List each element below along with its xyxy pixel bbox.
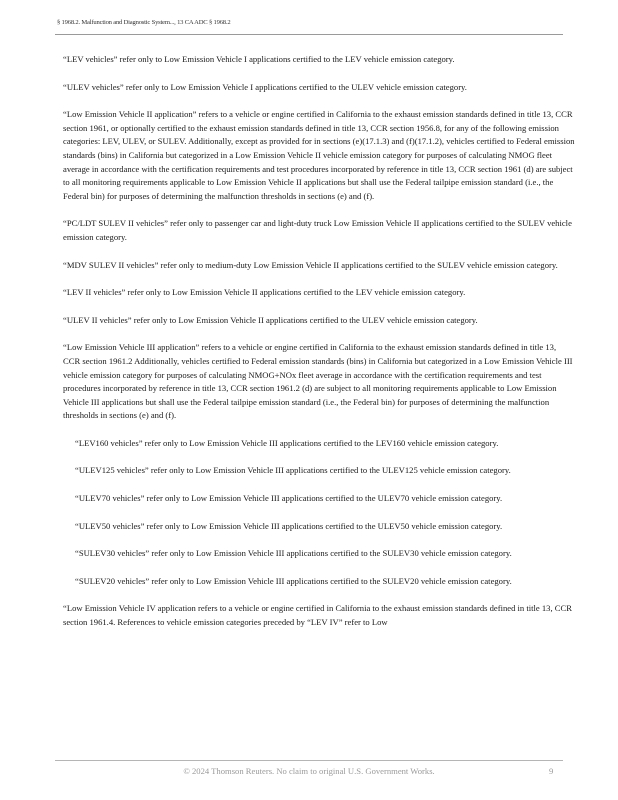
footer-divider xyxy=(55,760,563,761)
definition-lev: “LEV vehicles” refer only to Low Emission Vehicle I applications certified to the LEV vehicle emission category. xyxy=(63,54,455,64)
header-divider xyxy=(55,34,563,35)
definition-ulev50: “ULEV50 vehicles” refer only to Low Emission Vehicle III applications certified to the ULEV50 vehicle emission category. xyxy=(75,520,503,531)
running-header: § 1968.2. Malfunction and Diagnostic System..., 13 CA ADC § 1968.2 xyxy=(57,19,231,26)
definition-sulev20: “SULEV20 vehicles” refer only to Low Emission Vehicle III applications certified to the SULEV20 vehicle emission category. xyxy=(75,575,512,586)
definition-lev-ii-application: “Low Emission Vehicle II application” refers to a vehicle or engine certified in California to the exhaust emission standards defined in title 13, CCR section 1961, or optionally certified to the exhaust emission standards defined in title 13, CCR section 1956.8, for any of the following emission categories: LEV, ULEV, or SULEV. Additionally, except as provided for in sections (e)(17.1.3) and (f)(17.1.2), vehicles certified to Federal emission standards (bins) in California but categorized in a Low Emission Vehicle II vehicle emission category for purposes of calculating NMOG fleet average in accordance with the certification requirements and test procedures incorporated by reference in title 13, CCR section 1961 (d) are subject to all monitoring requirements applicable to Low Emission Vehicle II applications but shall use the Federal tailpipe emission standard (i.e., the Federal bin) for purposes of determining the malfunction thresholds in sections (e) and (f). xyxy=(63,109,575,201)
page-number: 9 xyxy=(549,766,554,776)
definition-ulev125: “ULEV125 vehicles” refer only to Low Emission Vehicle III applications certified to the ULEV125 vehicle emission category. xyxy=(75,465,511,476)
definition-lev160: “LEV160 vehicles” refer only to Low Emission Vehicle III applications certified to the LEV160 vehicle emission category. xyxy=(75,437,499,448)
definition-lev-iii-application: “Low Emission Vehicle III application” refers to a vehicle or engine certified in California to the exhaust emission standards defined in title 13, CCR section 1961.2 Additionally, vehicles certified to Federal emission standards (bins) in California but categorized in a Low Emission Vehicle III vehicle emission category for purposes of calculating NMOG+NOx fleet average in accordance with the certification requirements and test procedures incorporated by reference in title 13, CCR section 1961.2 (d) are subject to all monitoring requirements applicable to Low Emission Vehicle III applications but shall use the Federal tailpipe emission standard (i.e., the Federal bin) for purposes of determining the malfunction thresholds in sections (e) and (f). xyxy=(63,342,573,421)
definition-sulev30: “SULEV30 vehicles” refer only to Low Emission Vehicle III applications certified to the SULEV30 vehicle emission category. xyxy=(75,548,512,559)
definition-ulev: “ULEV vehicles” refer only to Low Emission Vehicle I applications certified to the ULEV vehicle emission category. xyxy=(63,81,467,92)
copyright-notice: © 2024 Thomson Reuters. No claim to original U.S. Government Works. xyxy=(183,766,435,776)
definition-ulev70: “ULEV70 vehicles” refer only to Low Emission Vehicle III applications certified to the ULEV70 vehicle emission category. xyxy=(75,493,503,504)
definition-lev-ii: “LEV II vehicles” refer only to Low Emission Vehicle II applications certified to the LEV vehicle emission category. xyxy=(63,287,466,298)
document-body xyxy=(63,53,575,630)
definition-pc-ldt-sulev-ii: “PC/LDT SULEV II vehicles” refer only to passenger car and light-duty truck Low Emission Vehicle II applications certified to the SULEV vehicle emission category. xyxy=(63,218,572,242)
definition-mdv-sulev-ii: “MDV SULEV II vehicles” refer only to medium-duty Low Emission Vehicle II applications certified to the SULEV vehicle emission category. xyxy=(63,259,558,270)
definition-lev-iv-application: “Low Emission Vehicle IV application refers to a vehicle or engine certified in California to the exhaust emission standards defined in title 13, CCR section 1961.4. References to vehicle emission categories preceded by “LEV IV” refer to Low xyxy=(63,603,572,628)
definition-ulev-ii: “ULEV II vehicles” refer only to Low Emission Vehicle II applications certified to the ULEV vehicle emission category. xyxy=(63,314,478,325)
